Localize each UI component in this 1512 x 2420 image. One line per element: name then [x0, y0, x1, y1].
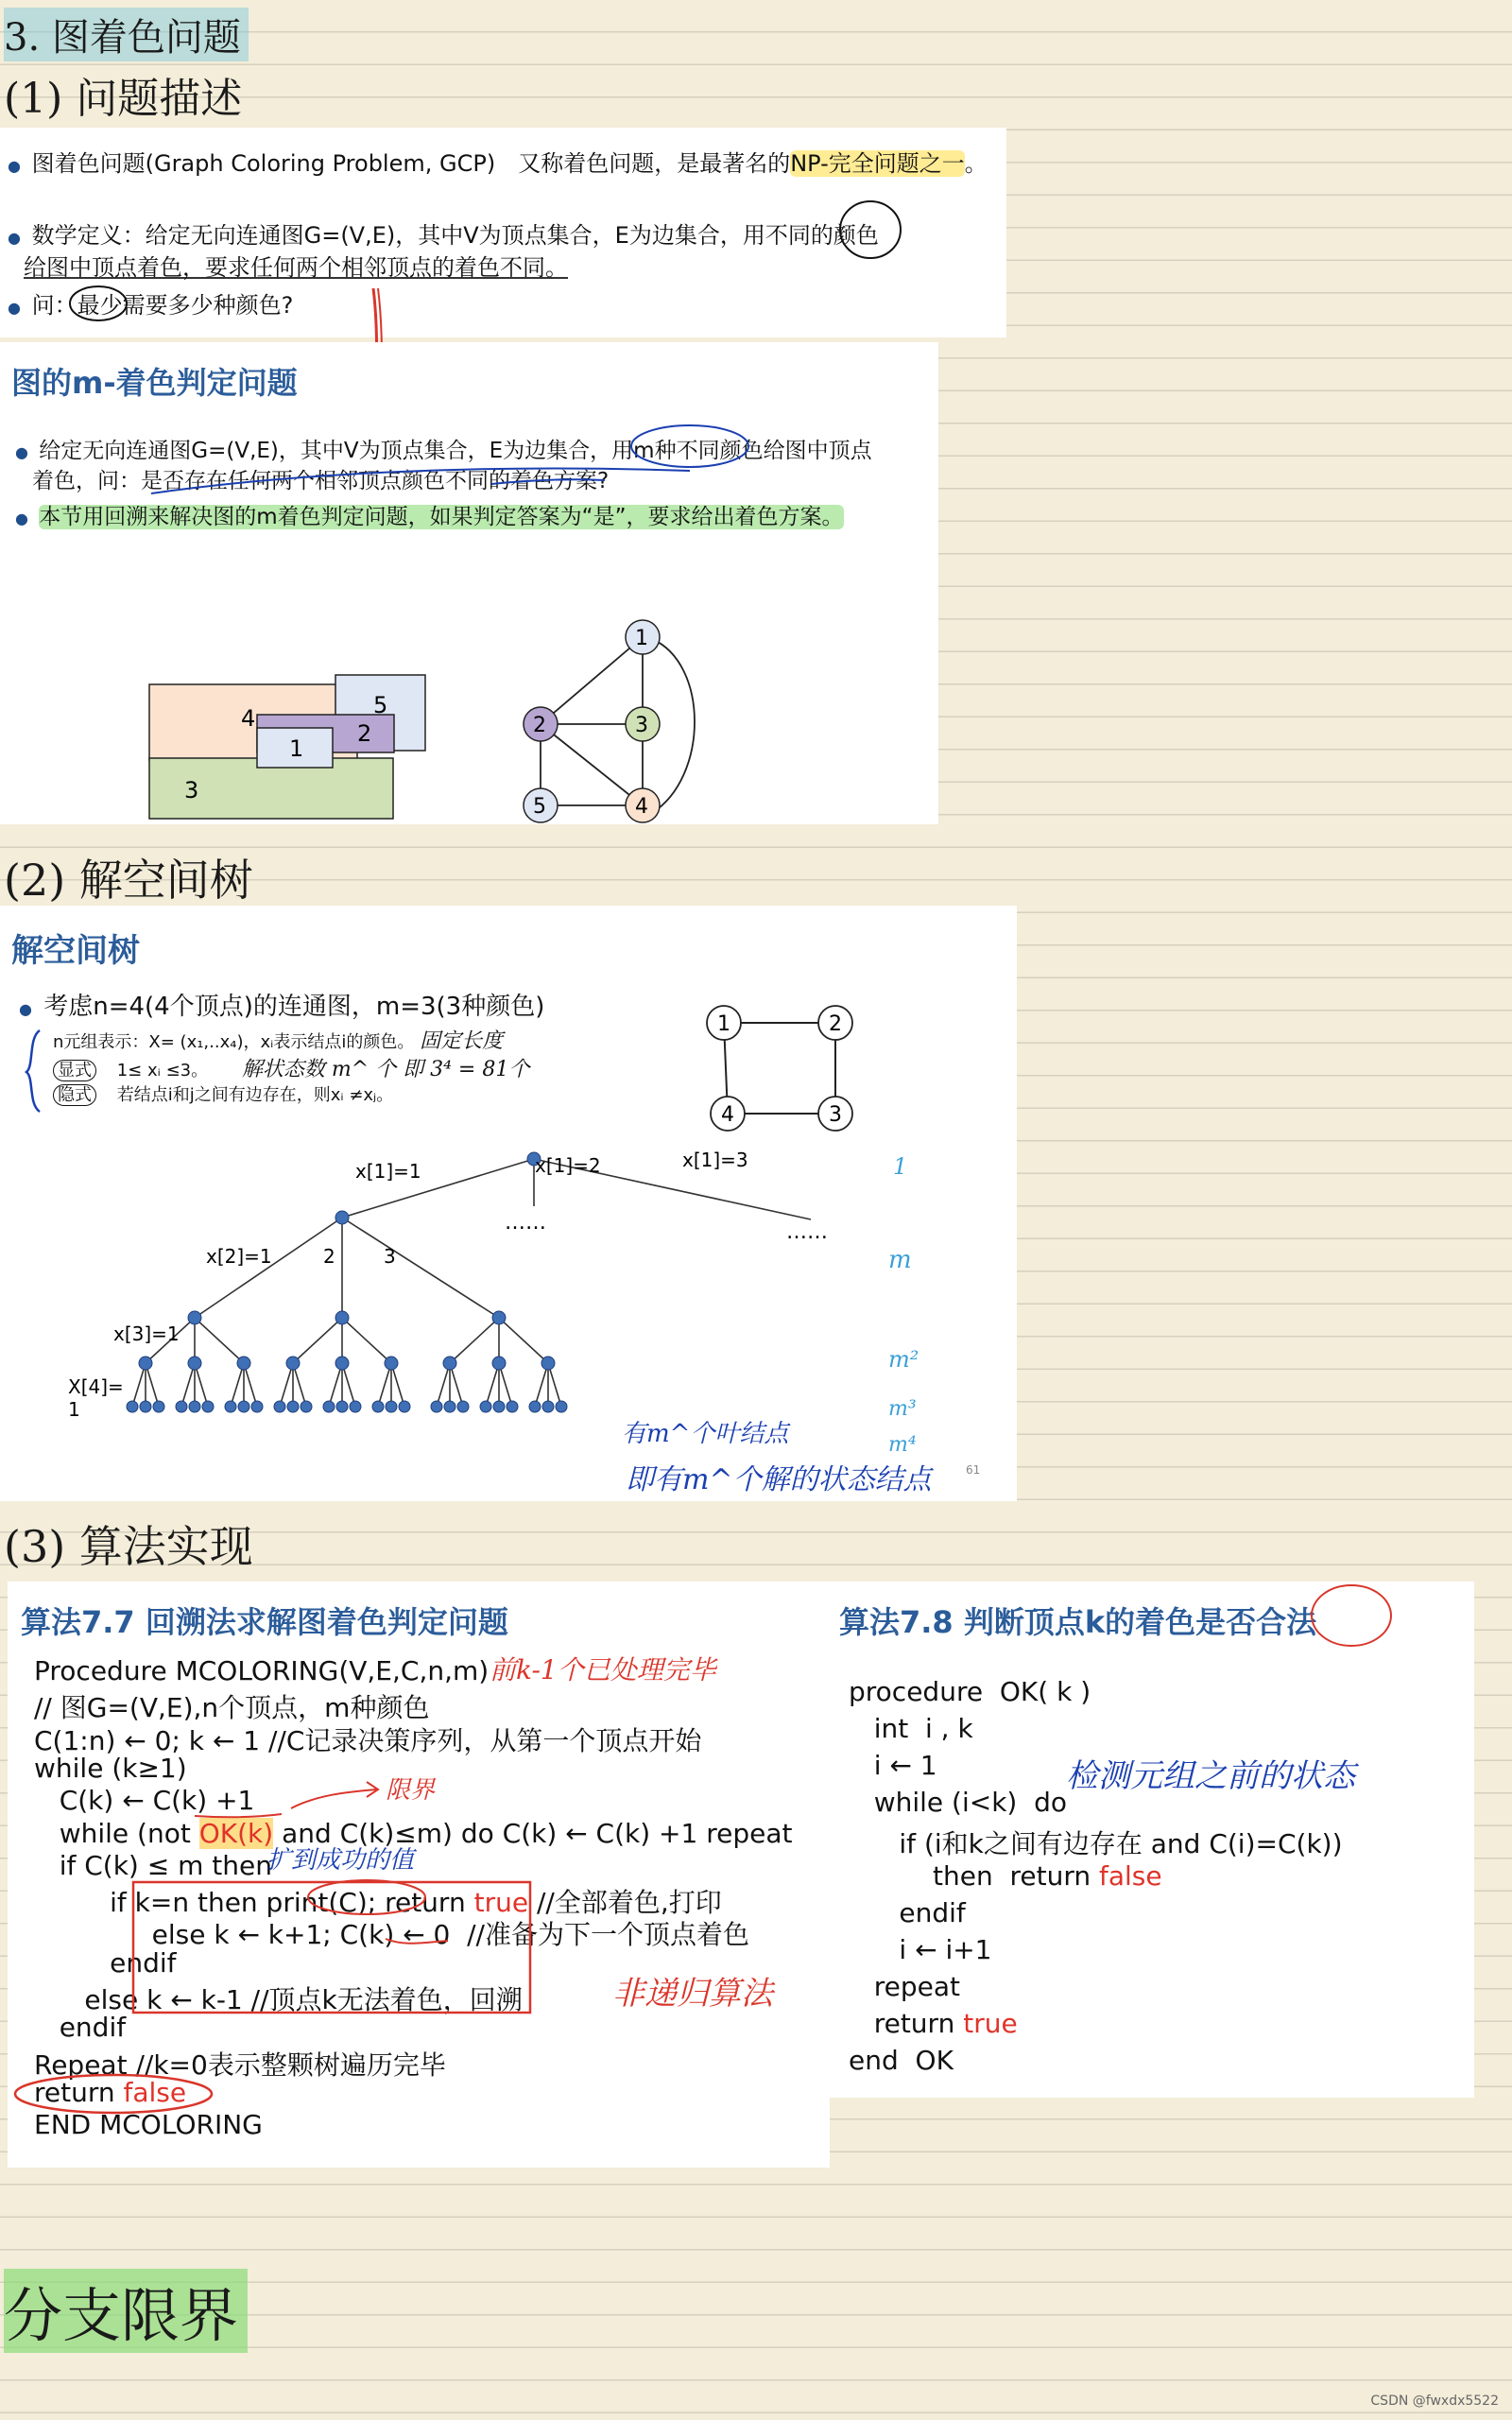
tree-node — [323, 1401, 335, 1412]
code-line: Repeat //k=0表示整颗树遍历完毕 — [34, 2048, 446, 2081]
pen-annotations — [8, 1582, 830, 2168]
edge-label: 2 — [323, 1245, 335, 1268]
tree-node — [188, 1357, 201, 1370]
code-line: i ← 1 — [849, 1750, 937, 1781]
tree-node — [153, 1401, 164, 1412]
tree-node — [140, 1401, 151, 1412]
code-line: endif — [34, 1946, 177, 1979]
tree-node — [457, 1401, 469, 1412]
code-line: C(k) ← C(k) +1 — [34, 1785, 255, 1817]
graph-figure — [510, 607, 718, 824]
tree-node — [237, 1357, 250, 1370]
heading-text: (1) 问题描述 — [4, 75, 243, 123]
tree-edge — [195, 1218, 342, 1318]
code-line: i ← i+1 — [849, 1934, 992, 1965]
tree-edge — [293, 1318, 342, 1363]
pen-annotations — [0, 342, 938, 824]
bullet-text: 本节用回溯来解决图的m着色判定问题，如果判定答案为“是”，要求给出着色方案。 — [39, 505, 844, 529]
region-label: 3 — [184, 777, 199, 804]
code-line: endif — [849, 1897, 966, 1928]
level-mark: m³ — [888, 1397, 917, 1421]
pen-note-check: 检测元组之前的状态 — [1066, 1757, 1355, 1795]
node-label: 5 — [533, 795, 546, 819]
page-number: 61 — [966, 1463, 981, 1477]
pen-annotations — [0, 128, 1006, 337]
tree-node — [225, 1401, 236, 1412]
edge-label: x[2]=1 — [206, 1245, 272, 1268]
bullet-text: 数学定义：给定无向连通图G=(V,E)，其中V为顶点集合，E为边集合，用不同的颜色 — [31, 222, 879, 249]
region-label: 1 — [289, 735, 304, 762]
tree-node — [529, 1401, 541, 1412]
slide-algorithm-7-7 — [8, 1582, 830, 2168]
tree-node — [189, 1401, 200, 1412]
tree-node — [541, 1357, 555, 1370]
slide-algorithm-7-8 — [830, 1582, 1474, 2098]
tree-node — [188, 1311, 201, 1324]
cycle-graph-figure — [699, 1000, 860, 1132]
slide-solution-space-tree — [0, 906, 1017, 1501]
code-line: if (i和k之间有边存在 and C(i)=C(k)) — [849, 1828, 1343, 1859]
tree-node — [399, 1401, 410, 1412]
algorithm-title: 算法7.8 判断顶点k的着色是否合法 — [839, 1604, 1317, 1640]
tree-node — [492, 1311, 506, 1324]
bullet-text: 考虑n=4(4个顶点)的连通图，m=3(3种颜色) — [43, 993, 545, 1021]
section-heading-branch-bound — [4, 2269, 248, 2353]
pen-note-extend: 扩到成功的值 — [266, 1846, 415, 1875]
level-mark: m² — [888, 1346, 919, 1373]
tree-node — [480, 1401, 491, 1412]
level-mark: m⁴ — [888, 1433, 917, 1457]
bullet-text: 1≤ xᵢ ≤3。 — [116, 1061, 209, 1080]
edge-label: x[3]=1 — [113, 1322, 180, 1345]
tree-node — [372, 1401, 384, 1412]
edge-label: 1 — [68, 1398, 80, 1421]
tree-node — [202, 1401, 214, 1412]
edge-label: x[1]=3 — [682, 1151, 748, 1171]
slide-m-coloring — [0, 342, 938, 824]
tree-node — [556, 1401, 567, 1412]
code-line: if C(k) ≤ m then — [34, 1849, 272, 1881]
section-heading — [4, 8, 249, 61]
node-label: 3 — [635, 714, 648, 737]
level-mark: 1 — [893, 1153, 908, 1180]
tree-node — [335, 1211, 349, 1224]
tree-node — [386, 1401, 397, 1412]
slide-title: 解空间树 — [11, 932, 140, 970]
region-label: 5 — [373, 692, 388, 718]
code-line: end OK — [849, 2045, 954, 2076]
heading-text: 分支限界 — [4, 2281, 239, 2350]
code-line: return false — [34, 2076, 187, 2108]
pen-note-bound: 限界 — [386, 1776, 436, 1805]
implicit-tag: 隐式 — [53, 1084, 96, 1106]
code-line: else k ← k+1; C(k) ← 0 //准备为下一个顶点着色 — [34, 1919, 749, 1951]
bullet-text: 问：最少需要多少种颜色? — [31, 292, 294, 319]
code-line: while (not OK(k) and C(k)≤m) do C(k) ← C(k) +1 repeat — [34, 1817, 793, 1849]
slide-title: 图的m-着色判定问题 — [11, 365, 298, 401]
node-label: 4 — [635, 795, 648, 819]
slide-problem-description — [0, 128, 1006, 337]
tree-edge — [342, 1218, 499, 1318]
highlight-text: NP-完全问题之一 — [790, 150, 965, 177]
leaf-note: 有m^个叶结点 — [622, 1420, 789, 1448]
code-line: Procedure MCOLORING(V,E,C,n,m) — [34, 1655, 490, 1686]
code-line: then return false — [849, 1860, 1162, 1892]
algorithm-title: 算法7.7 回溯法求解图着色判定问题 — [21, 1604, 508, 1640]
bullet-end: 。 — [964, 150, 988, 177]
tree-node — [139, 1357, 152, 1370]
tree-edge — [450, 1318, 499, 1363]
level-mark: m — [888, 1246, 912, 1274]
subsection-heading — [4, 1512, 253, 1575]
bullet-text: 着色，问：是否存在任何两个相邻顶点颜色不同的着色方案? — [32, 469, 610, 493]
bullet-text: n元组表示：X= (x₁,..x₄)，xᵢ表示结点i的颜色。 — [53, 1032, 415, 1052]
pen-note-nonrec: 非递归算法 — [612, 1975, 773, 2013]
node-label: 2 — [533, 714, 546, 737]
code-line: procedure OK( k ) — [849, 1676, 1091, 1707]
heading-text: 3. 图着色问题 — [4, 16, 241, 60]
tree-edge — [195, 1318, 244, 1363]
tree-node — [431, 1401, 442, 1412]
code-line: while (i<k) do — [849, 1787, 1068, 1818]
tree-node — [274, 1401, 285, 1412]
code-line: endif — [34, 2012, 127, 2044]
pen-note-prev: 前k-1个已处理完毕 — [490, 1654, 716, 1685]
sub-bullet-implicit — [53, 1081, 393, 1106]
bullet-text: 图着色问题(Graph Coloring Problem, GCP) 又称着色问题，是最著名的 — [31, 150, 791, 177]
region-map-figure — [142, 673, 444, 824]
leaf-note: 即有m^个解的状态结点 — [626, 1463, 932, 1496]
tree-node — [176, 1401, 187, 1412]
tree-node — [335, 1357, 349, 1370]
pen-note: 固定长度 — [420, 1029, 504, 1053]
tree-node — [301, 1401, 312, 1412]
bullet-text: 给定无向连通图G=(V,E)，其中V为顶点集合，E为边集合，用m种不同颜色给图中顶点 — [39, 439, 872, 463]
code-line: return true — [849, 2008, 1018, 2039]
edge-label: x[1]=1 — [355, 1160, 421, 1183]
edge-label: x[1]=2 — [535, 1154, 601, 1177]
tree-edge — [499, 1318, 548, 1363]
tree-node — [493, 1401, 505, 1412]
heading-text: (3) 算法实现 — [4, 1521, 253, 1572]
sub-bullet-tuple — [53, 1025, 503, 1054]
explicit-tag: 显式 — [53, 1060, 96, 1081]
tree-edge — [342, 1318, 391, 1363]
dots: …… — [505, 1211, 546, 1235]
node-label: 1 — [717, 1012, 730, 1036]
tree-node — [251, 1401, 263, 1412]
bullet-text: 给图中顶点着色，要求任何两个相邻顶点的着色不同。 — [24, 254, 568, 281]
subsection-heading — [4, 846, 253, 908]
node-label: 2 — [829, 1012, 842, 1036]
node-label: 4 — [721, 1103, 734, 1127]
node-label: 1 — [635, 627, 648, 650]
code-line: END MCOLORING — [34, 2109, 263, 2141]
code-line: C(1:n) ← 0; k ← 1 //C记录决策序列，从第一个顶点开始 — [34, 1724, 702, 1756]
solution-tree — [0, 1151, 1017, 1501]
pen-brace — [25, 1028, 43, 1114]
sub-bullet-explicit — [53, 1053, 529, 1082]
tree-node — [127, 1401, 138, 1412]
tree-node — [542, 1401, 554, 1412]
bullet-example — [19, 987, 544, 1022]
edge-label: X[4]= — [68, 1375, 124, 1398]
tree-node — [287, 1401, 299, 1412]
tree-node — [350, 1401, 361, 1412]
watermark: CSDN @fwxdx5522 — [1370, 2394, 1499, 2409]
region-label: 2 — [357, 720, 372, 747]
node-label: 3 — [829, 1103, 842, 1127]
pen-note: 解状态数 m^ 个 即 3⁴ = 81个 — [241, 1058, 530, 1081]
code-line: // 图G=(V,E),n个顶点，m种颜色 — [34, 1692, 430, 1724]
tree-node — [492, 1357, 506, 1370]
dots: …… — [786, 1220, 828, 1244]
tree-node — [385, 1357, 398, 1370]
region-label: 4 — [241, 705, 256, 732]
code-line: repeat — [849, 1971, 960, 2002]
code-line: if k=n then print(C); return true //全部着色,打印 — [34, 1887, 722, 1919]
tree-node — [286, 1357, 300, 1370]
bullet-text: 若结点i和j之间有边存在，则xᵢ ≠xⱼ。 — [116, 1085, 394, 1105]
tree-node — [507, 1401, 518, 1412]
pen-annotations — [830, 1582, 1474, 2098]
heading-text: (2) 解空间树 — [4, 855, 253, 906]
edge-label: 3 — [384, 1245, 396, 1268]
code-line: while (k≥1) — [34, 1752, 187, 1784]
tree-node — [336, 1401, 348, 1412]
tree-node — [335, 1311, 349, 1324]
code-line: int i , k — [849, 1713, 973, 1744]
tree-node — [444, 1401, 455, 1412]
subsection-heading — [4, 64, 242, 125]
tree-node — [443, 1357, 456, 1370]
code-line: else k ← k-1 //顶点k无法着色，回溯 — [34, 1984, 523, 2015]
tree-node — [238, 1401, 249, 1412]
